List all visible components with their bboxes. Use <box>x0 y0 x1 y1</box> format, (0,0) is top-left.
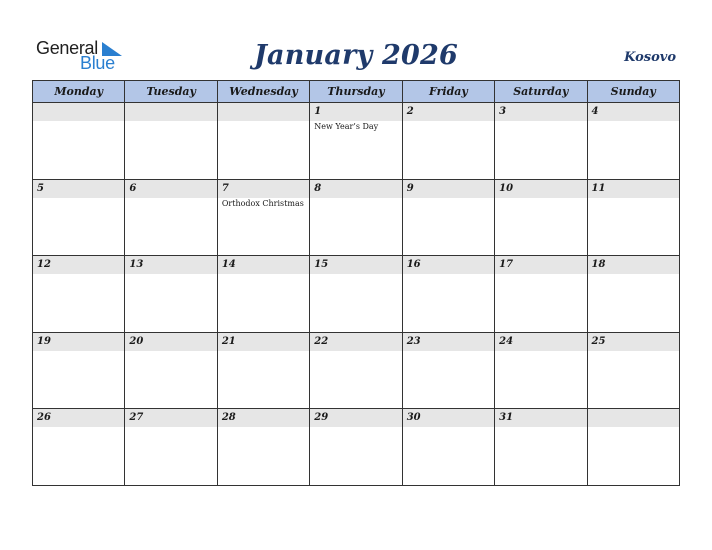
day-number: 20 <box>129 335 144 347</box>
weekday-friday: Friday <box>403 81 495 102</box>
day-number: 16 <box>406 259 421 271</box>
logo-text-general: General <box>36 38 98 58</box>
day-number-strip <box>125 256 216 274</box>
day-number-strip <box>403 256 494 274</box>
day-number: 15 <box>314 259 329 271</box>
holiday-label: New Year’s Day <box>314 122 379 131</box>
day-number: 19 <box>37 335 51 347</box>
day-number-strip <box>403 333 494 351</box>
day-number-strip <box>403 180 494 198</box>
day-number-strip <box>495 256 586 274</box>
day-cell[interactable] <box>33 256 125 332</box>
day-number-strip <box>218 333 309 351</box>
day-number-strip <box>310 180 401 198</box>
day-cell[interactable] <box>310 256 402 332</box>
day-number-strip <box>495 333 586 351</box>
weekday-sunday: Sunday <box>610 85 656 98</box>
calendar-grid <box>32 80 680 486</box>
day-number-strip <box>218 409 309 427</box>
week-row <box>33 333 679 410</box>
day-number: 25 <box>591 335 606 347</box>
day-cell[interactable] <box>125 180 217 256</box>
day-number: 31 <box>499 412 514 424</box>
day-number-strip <box>403 103 494 121</box>
day-number: 10 <box>499 182 514 194</box>
day-number-strip <box>588 103 679 121</box>
day-cell[interactable] <box>218 333 310 409</box>
day-number-strip <box>588 409 679 427</box>
day-number-strip <box>588 333 679 351</box>
week-row <box>33 409 679 485</box>
day-cell[interactable] <box>403 180 495 256</box>
day-cell[interactable] <box>125 333 217 409</box>
day-cell[interactable] <box>588 180 679 256</box>
day-cell[interactable] <box>588 409 679 485</box>
day-number-strip <box>310 103 401 121</box>
day-number: 2 <box>406 106 414 117</box>
holiday-label: Orthodox Christmas <box>221 198 304 208</box>
week-row <box>33 180 679 257</box>
day-number-strip <box>33 103 124 121</box>
day-number-strip <box>125 409 216 427</box>
day-number-strip <box>125 180 216 198</box>
day-cell[interactable] <box>495 409 587 485</box>
day-number-strip <box>588 256 679 274</box>
day-number-strip <box>33 333 124 351</box>
day-number-strip <box>310 333 401 351</box>
day-number: 26 <box>37 412 51 424</box>
day-number: 7 <box>221 182 229 194</box>
day-cell[interactable] <box>125 409 217 485</box>
day-number-strip <box>218 103 309 121</box>
weeks-container <box>33 103 679 485</box>
day-number: 12 <box>37 259 51 271</box>
day-cell[interactable] <box>310 333 402 409</box>
day-number-strip <box>403 409 494 427</box>
calendar-title: January 2026 <box>254 40 458 71</box>
day-cell[interactable] <box>33 409 125 485</box>
day-cell[interactable] <box>218 409 310 485</box>
day-number-strip <box>310 409 401 427</box>
day-number: 27 <box>129 412 144 424</box>
day-cell[interactable] <box>403 256 495 332</box>
day-cell[interactable] <box>403 333 495 409</box>
day-cell[interactable] <box>218 180 310 256</box>
day-number-strip <box>33 256 124 274</box>
day-cell[interactable] <box>403 409 495 485</box>
day-number-strip <box>218 256 309 274</box>
day-number: 11 <box>591 182 606 194</box>
day-number: 14 <box>221 259 236 271</box>
day-number: 28 <box>221 412 236 424</box>
day-number: 17 <box>499 259 514 271</box>
day-number: 29 <box>314 412 329 424</box>
day-cell[interactable] <box>495 256 587 332</box>
day-cell[interactable] <box>125 103 217 179</box>
logo-text-blue: Blue <box>80 53 115 73</box>
day-number: 3 <box>499 106 507 117</box>
day-cell[interactable] <box>310 409 402 485</box>
day-number: 5 <box>37 182 44 194</box>
day-number: 4 <box>591 106 599 117</box>
day-number: 23 <box>406 335 421 347</box>
day-cell[interactable] <box>218 103 310 179</box>
day-number-strip <box>588 180 679 198</box>
day-cell[interactable] <box>33 103 125 179</box>
country-label: Kosovo <box>624 50 676 65</box>
day-cell[interactable] <box>310 180 402 256</box>
day-cell[interactable] <box>218 256 310 332</box>
day-number: 22 <box>314 335 329 347</box>
day-cell[interactable] <box>588 333 679 409</box>
day-number: 30 <box>406 412 421 424</box>
day-number: 1 <box>314 106 322 117</box>
day-cell[interactable] <box>495 333 587 409</box>
weekday-header-row <box>33 81 679 103</box>
day-cell[interactable] <box>33 180 125 256</box>
day-number: 24 <box>499 335 514 347</box>
day-cell[interactable] <box>588 256 679 332</box>
day-number: 13 <box>129 259 144 271</box>
day-number: 8 <box>314 182 322 194</box>
day-number: 18 <box>591 259 606 271</box>
weekday-tuesday: Tuesday <box>125 81 217 102</box>
day-number-strip <box>33 180 124 198</box>
day-cell[interactable] <box>403 103 495 179</box>
day-number-strip <box>218 180 309 198</box>
weekday-wednesday: Wednesday <box>218 81 310 102</box>
day-cell[interactable] <box>495 180 587 256</box>
day-cell[interactable] <box>588 103 679 179</box>
day-number-strip <box>495 180 586 198</box>
day-cell[interactable] <box>495 103 587 179</box>
day-number-strip <box>310 256 401 274</box>
day-cell[interactable] <box>125 256 217 332</box>
day-number-strip <box>125 333 216 351</box>
day-number-strip <box>33 409 124 427</box>
weekday-monday: Monday <box>33 81 125 102</box>
day-number: 6 <box>129 182 137 194</box>
week-row <box>33 256 679 333</box>
day-cell[interactable] <box>33 333 125 409</box>
day-number: 9 <box>406 182 414 194</box>
weekday-saturday: Saturday <box>495 81 587 102</box>
day-number-strip <box>125 103 216 121</box>
week-row <box>33 103 679 180</box>
day-number-strip <box>495 409 586 427</box>
weekday-thursday: Thursday <box>310 81 402 102</box>
day-number-strip <box>495 103 586 121</box>
day-number: 21 <box>221 335 236 347</box>
day-cell[interactable] <box>310 103 402 179</box>
